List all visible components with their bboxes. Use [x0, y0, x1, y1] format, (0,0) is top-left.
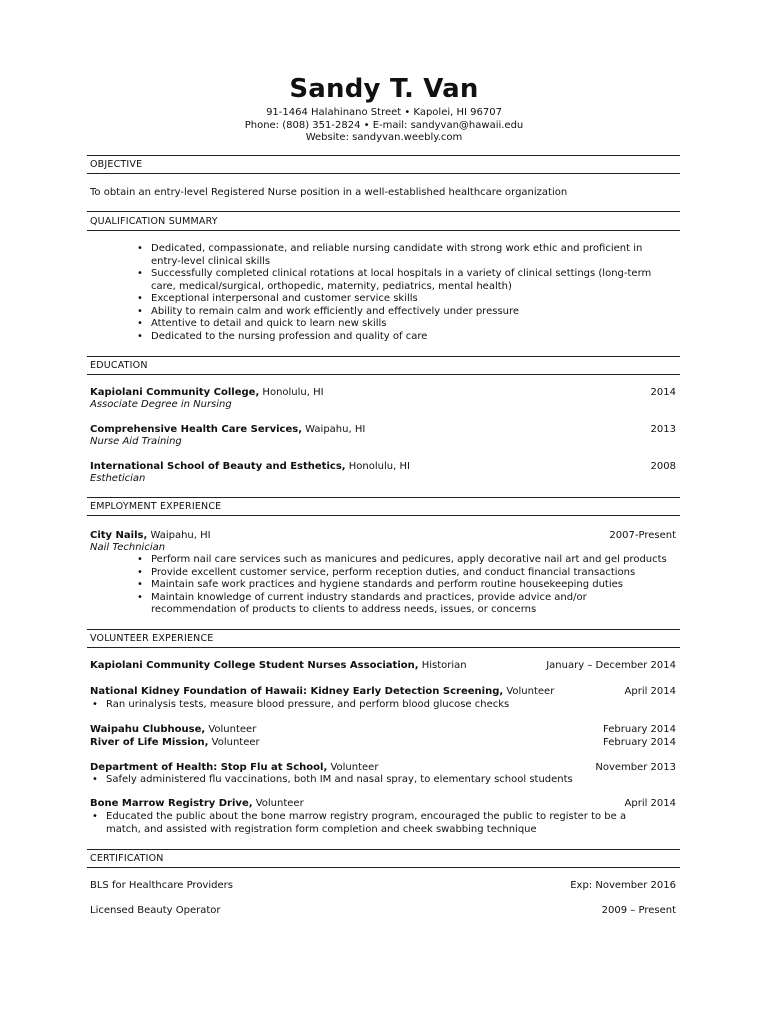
org-role: Volunteer	[503, 686, 555, 697]
employment-duties	[137, 554, 675, 617]
school-name: Kapiolani Community College,	[90, 387, 260, 398]
school-location: Waipahu, HI	[302, 424, 366, 435]
volunteer-entry	[90, 686, 676, 698]
list-item: • Maintain knowledge of current industry standards and practices, provide advice and/or recommendation of products to clients to address needs, issues, or concerns	[137, 592, 675, 617]
list-item: • Dedicated to the nursing profession and quality of care	[137, 331, 675, 344]
volunteer-heading: VOLUNTEER EXPERIENCE	[90, 633, 214, 644]
list-item: • Maintain safe work practices and hygiene standards and perform routine housekeeping duties	[137, 579, 675, 592]
education-year: 2013	[650, 424, 676, 435]
volunteer-entry	[90, 798, 676, 810]
org-role: Volunteer	[208, 737, 260, 748]
volunteer-date: April 2014	[624, 798, 676, 809]
volunteer-entry	[90, 660, 676, 672]
certification-date: Exp: November 2016	[570, 880, 676, 891]
section-divider	[87, 849, 680, 850]
volunteer-bullets	[92, 774, 676, 787]
website-line: Website: sandyvan.weebly.com	[305, 132, 463, 143]
education-entry	[90, 424, 676, 448]
section-divider	[87, 497, 680, 498]
qualifications-heading: QUALIFICATION SUMMARY	[90, 216, 218, 227]
list-item: • Attentive to detail and quick to learn new skills	[137, 318, 675, 331]
list-item: • Educated the public about the bone marrow registry program, encouraged the public to register to be a match, and assisted with registration form completion and cheek swabbing technique	[92, 811, 632, 836]
objective-heading: OBJECTIVE	[90, 159, 143, 170]
org-name: National Kidney Foundation of Hawaii: Kidney Early Detection Screening,	[90, 686, 504, 697]
education-year: 2014	[650, 387, 676, 398]
section-divider	[87, 374, 680, 375]
certification-name: Licensed Beauty Operator	[90, 905, 221, 916]
org-role: Historian	[418, 660, 467, 671]
volunteer-date: February 2014	[603, 737, 676, 748]
volunteer-date: April 2014	[624, 686, 676, 697]
org-name: Department of Health: Stop Flu at School,	[90, 762, 328, 773]
certification-name: BLS for Healthcare Providers	[90, 880, 233, 891]
list-item: • Ability to remain calm and work efficiently and effectively under pressure	[137, 306, 675, 319]
employment-dates: 2007-Present	[609, 530, 676, 541]
certification-entry	[90, 905, 676, 917]
org-name: River of Life Mission,	[90, 737, 209, 748]
volunteer-entry	[90, 737, 676, 749]
list-item: • Ran urinalysis tests, measure blood pressure, and perform blood glucose checks	[92, 699, 676, 712]
volunteer-date: February 2014	[603, 724, 676, 735]
volunteer-date: January – December 2014	[546, 660, 676, 671]
school-name: Comprehensive Health Care Services,	[90, 424, 302, 435]
employer-location: Waipahu, HI	[147, 530, 211, 541]
section-divider	[87, 211, 680, 212]
job-title: Nail Technician	[90, 542, 166, 553]
degree: Nurse Aid Training	[90, 436, 182, 447]
certification-entry	[90, 880, 676, 892]
certification-date: 2009 – Present	[601, 905, 676, 916]
degree: Associate Degree in Nursing	[90, 399, 232, 410]
org-role: Volunteer	[205, 724, 257, 735]
org-role: Volunteer	[252, 798, 304, 809]
volunteer-bullets	[92, 811, 632, 836]
certification-heading: CERTIFICATION	[90, 853, 164, 864]
list-item: • Provide excellent customer service, perform reception duties, and conduct financial transactions	[137, 567, 675, 580]
section-divider	[87, 230, 680, 231]
org-name: Waipahu Clubhouse,	[90, 724, 206, 735]
resume-name: Sandy T. Van	[289, 74, 479, 104]
list-item: • Successfully completed clinical rotations at local hospitals in a variety of clinical settings (long-term care, medical/surgical, orthopedic, maternity, pediatrics, mental health)	[137, 268, 675, 293]
volunteer-entry	[90, 724, 676, 736]
education-year: 2008	[650, 461, 676, 472]
employment-heading: EMPLOYMENT EXPERIENCE	[90, 501, 222, 512]
school-location: Honolulu, HI	[259, 387, 324, 398]
section-divider	[87, 867, 680, 868]
qualifications-list	[137, 243, 675, 343]
school-location: Honolulu, HI	[345, 461, 410, 472]
employer-name: City Nails,	[90, 530, 148, 541]
volunteer-entry	[90, 762, 676, 774]
education-entry	[90, 387, 676, 411]
education-entry	[90, 461, 676, 485]
phone-email-line: Phone: (808) 351-2824 • E-mail: sandyvan@hawaii.edu	[244, 120, 524, 131]
section-divider	[87, 629, 680, 630]
org-role: Volunteer	[327, 762, 379, 773]
section-divider	[87, 356, 680, 357]
objective-text: To obtain an entry-level Registered Nurse position in a well-established healthcare organization	[90, 187, 568, 198]
org-name: Kapiolani Community College Student Nurses Association,	[90, 660, 419, 671]
list-item: • Exceptional interpersonal and customer service skills	[137, 293, 675, 306]
section-divider	[87, 173, 680, 174]
degree: Esthetician	[90, 473, 146, 484]
employment-entry	[90, 530, 676, 554]
volunteer-date: November 2013	[595, 762, 676, 773]
section-divider	[87, 647, 680, 648]
section-divider	[87, 515, 680, 516]
org-name: Bone Marrow Registry Drive,	[90, 798, 253, 809]
list-item: • Dedicated, compassionate, and reliable nursing candidate with strong work ethic and proficient in entry-level clinical skills	[137, 243, 675, 268]
volunteer-bullets	[92, 699, 676, 712]
address-line: 91-1464 Halahinano Street • Kapolei, HI 96707	[266, 107, 502, 118]
school-name: International School of Beauty and Esthetics,	[90, 461, 346, 472]
list-item: • Safely administered flu vaccinations, both IM and nasal spray, to elementary school students	[92, 774, 676, 787]
education-heading: EDUCATION	[90, 360, 148, 371]
section-divider	[87, 155, 680, 156]
list-item: • Perform nail care services such as manicures and pedicures, apply decorative nail art and gel products	[137, 554, 675, 567]
